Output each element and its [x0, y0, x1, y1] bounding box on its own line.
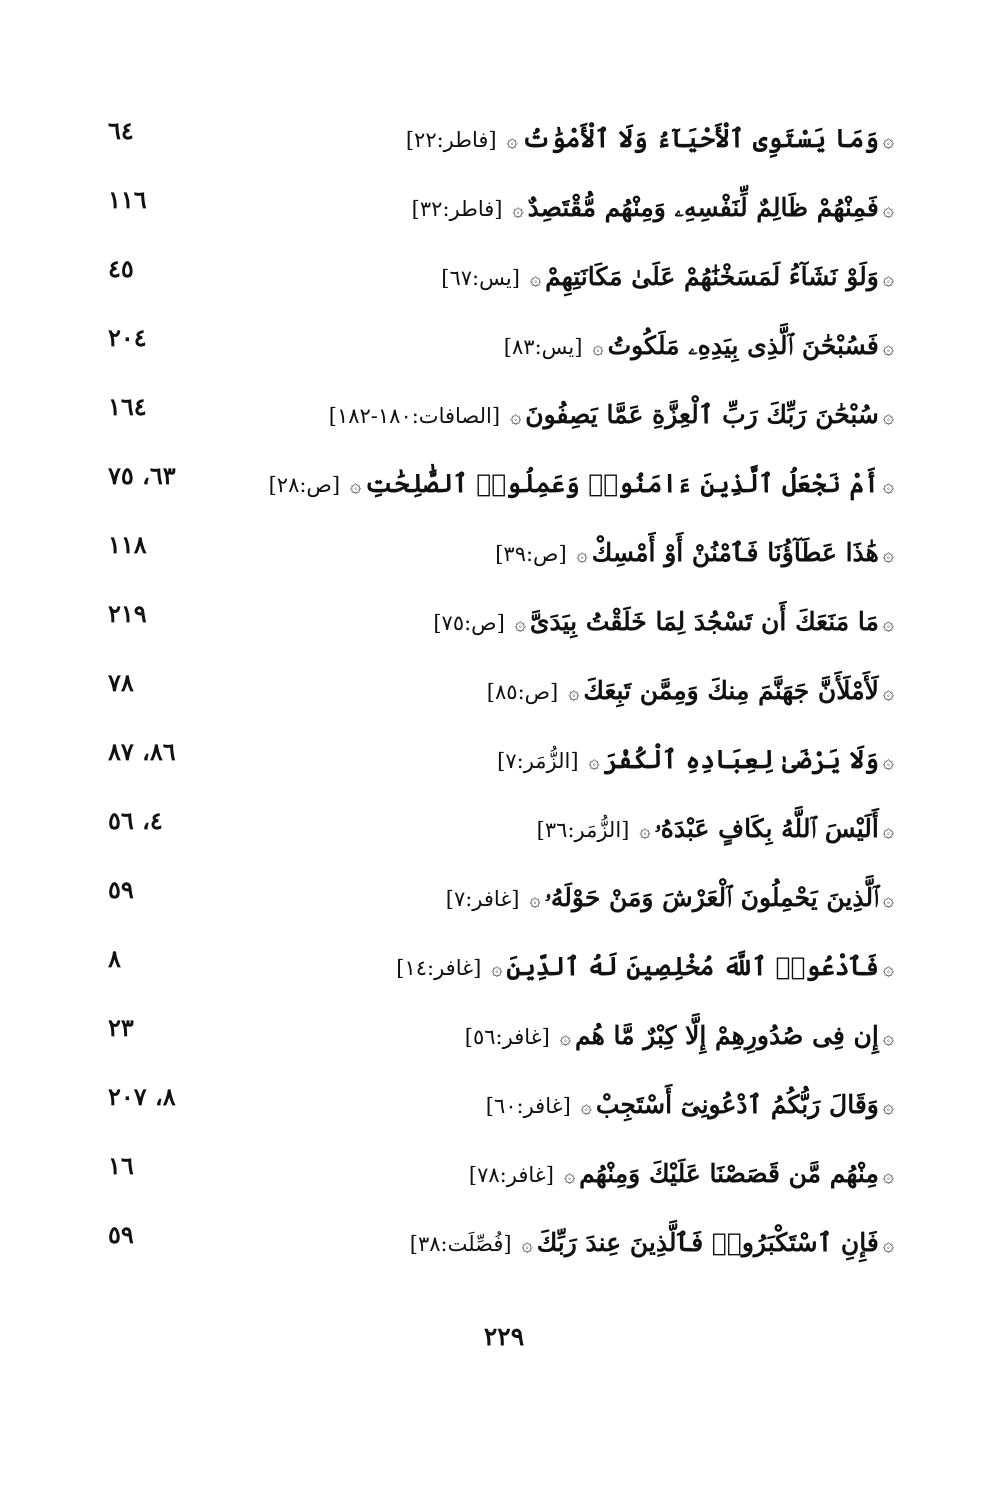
verse-cell: [487, 674, 898, 710]
verse-text: فَمِنْهُمْ ظَالِمٌ لِّنَفْسِهِۦ وَمِنْهُم مُّقْتَصِدٌ: [527, 193, 879, 222]
verse-close-ornament: ۞: [576, 543, 588, 566]
index-entry: [108, 453, 898, 522]
surah-reference: [ص:٣٩]: [495, 542, 567, 566]
page-refs: ٦٣، ٧٥: [108, 461, 176, 490]
verse-open-ornament: ۞: [882, 957, 894, 980]
index-entry: [108, 522, 898, 591]
verse-close-ornament: ۞: [350, 474, 362, 497]
verse-close-ornament: ۞: [639, 819, 651, 842]
page-refs: ٨٦، ٨٧: [108, 737, 176, 766]
verse-text: ٱلَّذِينَ يَحْمِلُونَ ٱلْعَرْشَ وَمَنْ حَوْلَهُۥ: [544, 883, 879, 912]
index-entry: [108, 1074, 898, 1143]
index-entry: [108, 315, 898, 384]
verse-cell: [469, 1157, 898, 1193]
surah-reference: [ص:٨٥]: [486, 680, 559, 704]
verse-open-ornament: ۞: [882, 750, 894, 773]
index-entry: [108, 729, 898, 798]
verse-cell: [465, 1019, 898, 1055]
verse-close-ornament: ۞: [506, 129, 518, 152]
index-entry: [108, 867, 898, 936]
verse-text: إِن فِى صُدُورِهِمْ إِلَّا كِبْرٌ مَّا هُم: [574, 1021, 879, 1050]
page-refs: ٤٥: [108, 254, 134, 283]
verse-text: وَلَا يَرْضَىٰ لِعِبَادِهِ ٱلْكُفْرَ: [603, 745, 879, 774]
surah-reference: [غافر:١٤]: [396, 956, 482, 980]
surah-reference: [الصافات:١٨٠-١٨٢]: [328, 404, 501, 428]
surah-reference: [الزُّمَر:٧]: [497, 749, 579, 773]
page-refs: ٨: [108, 944, 121, 973]
verse-close-ornament: ۞: [510, 405, 522, 428]
verse-close-ornament: ۞: [580, 1095, 592, 1118]
page-number: ٢٢٩: [483, 1322, 525, 1351]
verse-open-ornament: ۞: [882, 336, 894, 359]
verse-cell: [433, 605, 898, 641]
index-entry: [108, 936, 898, 1005]
verse-close-ornament: ۞: [563, 1164, 576, 1187]
verse-open-ornament: ۞: [882, 198, 894, 221]
surah-reference: [ص:٢٨]: [268, 473, 341, 497]
verse-open-ornament: ۞: [882, 888, 894, 911]
verse-cell: [537, 812, 898, 848]
verse-text: مِنْهُم مَّن قَصَصْنَا عَلَيْكَ وَمِنْهُم: [579, 1159, 879, 1188]
verse-cell: [410, 1226, 898, 1262]
verse-text: سُبْحَٰنَ رَبِّكَ رَبِّ ٱلْعِزَّةِ عَمَّا يَصِفُونَ: [525, 400, 879, 429]
verse-close-ornament: ۞: [529, 888, 541, 911]
verse-cell: [495, 536, 898, 572]
index-entry: [108, 246, 898, 315]
verse-close-ornament: ۞: [491, 957, 503, 980]
verse-open-ornament: ۞: [882, 1095, 894, 1118]
verse-cell: [486, 1088, 898, 1124]
verse-open-ornament: ۞: [882, 129, 894, 152]
verse-cell: [329, 398, 898, 434]
verse-text: أَمْ نَجْعَلُ ٱلَّذِينَ ءَامَنُوا۟ وَعَمِلُوا۟ ٱلصَّٰلِحَٰتِ: [365, 469, 879, 498]
verse-index-list: [108, 108, 898, 1281]
verse-text: هَٰذَا عَطَآؤُنَا فَٱمْنُنْ أَوْ أَمْسِكْ: [591, 538, 879, 567]
verse-close-ornament: ۞: [512, 198, 524, 221]
verse-text: وَقَالَ رَبُّكُمُ ٱدْعُونِىٓ أَسْتَجِبْ: [595, 1090, 879, 1119]
surah-reference: [يس:٨٣]: [503, 335, 583, 359]
page-refs: ٨، ٢٠٧: [108, 1082, 176, 1111]
index-entry: [108, 1005, 898, 1074]
surah-reference: [يس:٦٧]: [441, 266, 520, 290]
page-refs: ٦٤: [108, 116, 134, 145]
page-refs: ٥٩: [108, 1220, 134, 1249]
index-entry: [108, 1143, 898, 1212]
verse-text: فَٱدْعُوا۟ ٱللَّهَ مُخْلِصِينَ لَهُ ٱلدِّينَ: [506, 952, 879, 981]
verse-cell: [406, 122, 898, 158]
verse-open-ornament: ۞: [882, 1026, 894, 1049]
verse-cell: [441, 260, 898, 296]
verse-close-ornament: ۞: [588, 750, 600, 773]
verse-cell: [412, 191, 898, 227]
surah-reference: [غافر:٧]: [445, 887, 520, 911]
verse-text: فَإِنِ ٱسْتَكْبَرُوا۟ فَٱلَّذِينَ عِندَ رَبِّكَ: [536, 1228, 879, 1257]
page-refs: ١١٨: [108, 530, 147, 559]
verse-open-ornament: ۞: [882, 819, 894, 842]
page-refs: ٢٣: [108, 1013, 134, 1042]
surah-reference: [الزُّمَر:٣٦]: [536, 818, 630, 842]
verse-text: فَسُبْحَٰنَ ٱلَّذِى بِيَدِهِۦ مَلَكُوتُ: [607, 331, 879, 360]
verse-close-ornament: ۞: [568, 681, 580, 704]
verse-cell: [497, 743, 898, 779]
verse-close-ornament: ۞: [559, 1026, 571, 1049]
page-refs: ٥٩: [108, 875, 134, 904]
verse-open-ornament: ۞: [882, 1164, 894, 1187]
index-entry: [108, 591, 898, 660]
verse-text: وَلَوْ نَشَآءُ لَمَسَخْنَٰهُمْ عَلَىٰ مَكَانَتِهِمْ: [545, 262, 879, 291]
verse-open-ornament: ۞: [882, 474, 894, 497]
verse-open-ornament: ۞: [882, 681, 894, 704]
page-refs: ٢٠٤: [108, 323, 147, 352]
page-refs: ٢١٩: [108, 599, 147, 628]
index-entry: [108, 660, 898, 729]
verse-close-ornament: ۞: [592, 336, 604, 359]
surah-reference: [غافر:٧٨]: [468, 1163, 554, 1187]
verse-text: لَأَمْلَأَنَّ جَهَنَّمَ مِنكَ وَمِمَّن تَبِعَكَ: [583, 676, 879, 705]
verse-close-ornament: ۞: [529, 267, 542, 290]
verse-text: مَا مَنَعَكَ أَن تَسْجُدَ لِمَا خَلَقْتُ بِيَدَىَّ: [529, 607, 879, 636]
verse-cell: [446, 881, 898, 917]
page-refs: ١٦٤: [108, 392, 147, 421]
surah-reference: [غافر:٦٠]: [485, 1094, 571, 1118]
page-refs: ٤، ٥٦: [108, 806, 163, 835]
verse-cell: [504, 329, 898, 365]
surah-reference: [فُصِّلَت:٣٨]: [409, 1232, 512, 1256]
surah-reference: [فاطر:٣٢]: [411, 197, 503, 221]
verse-close-ornament: ۞: [514, 612, 526, 635]
surah-reference: [غافر:٥٦]: [464, 1025, 550, 1049]
verse-text: وَمَا يَسْتَوِى ٱلْأَحْيَآءُ وَلَا ٱلْأَمْوَٰتُ: [521, 124, 879, 153]
index-entry: [108, 177, 898, 246]
verse-open-ornament: ۞: [882, 405, 894, 428]
page-refs: ١٦: [108, 1151, 134, 1180]
index-entry: [108, 1212, 898, 1281]
verse-open-ornament: ۞: [882, 543, 894, 566]
page-refs: ٧٨: [108, 668, 134, 697]
index-entry: [108, 108, 898, 177]
verse-cell: [269, 467, 898, 503]
index-entry: [108, 384, 898, 453]
verse-open-ornament: ۞: [882, 267, 894, 290]
verse-open-ornament: ۞: [882, 1233, 894, 1256]
verse-open-ornament: ۞: [882, 612, 894, 635]
surah-reference: [فاطر:٢٢]: [405, 128, 497, 152]
page-refs: ١١٦: [108, 185, 147, 214]
surah-reference: [ص:٧٥]: [433, 611, 505, 635]
verse-cell: [396, 950, 898, 986]
verse-text: أَلَيْسَ ٱللَّهُ بِكَافٍ عَبْدَهُۥ: [654, 814, 879, 843]
index-entry: [108, 798, 898, 867]
verse-close-ornament: ۞: [521, 1233, 533, 1256]
